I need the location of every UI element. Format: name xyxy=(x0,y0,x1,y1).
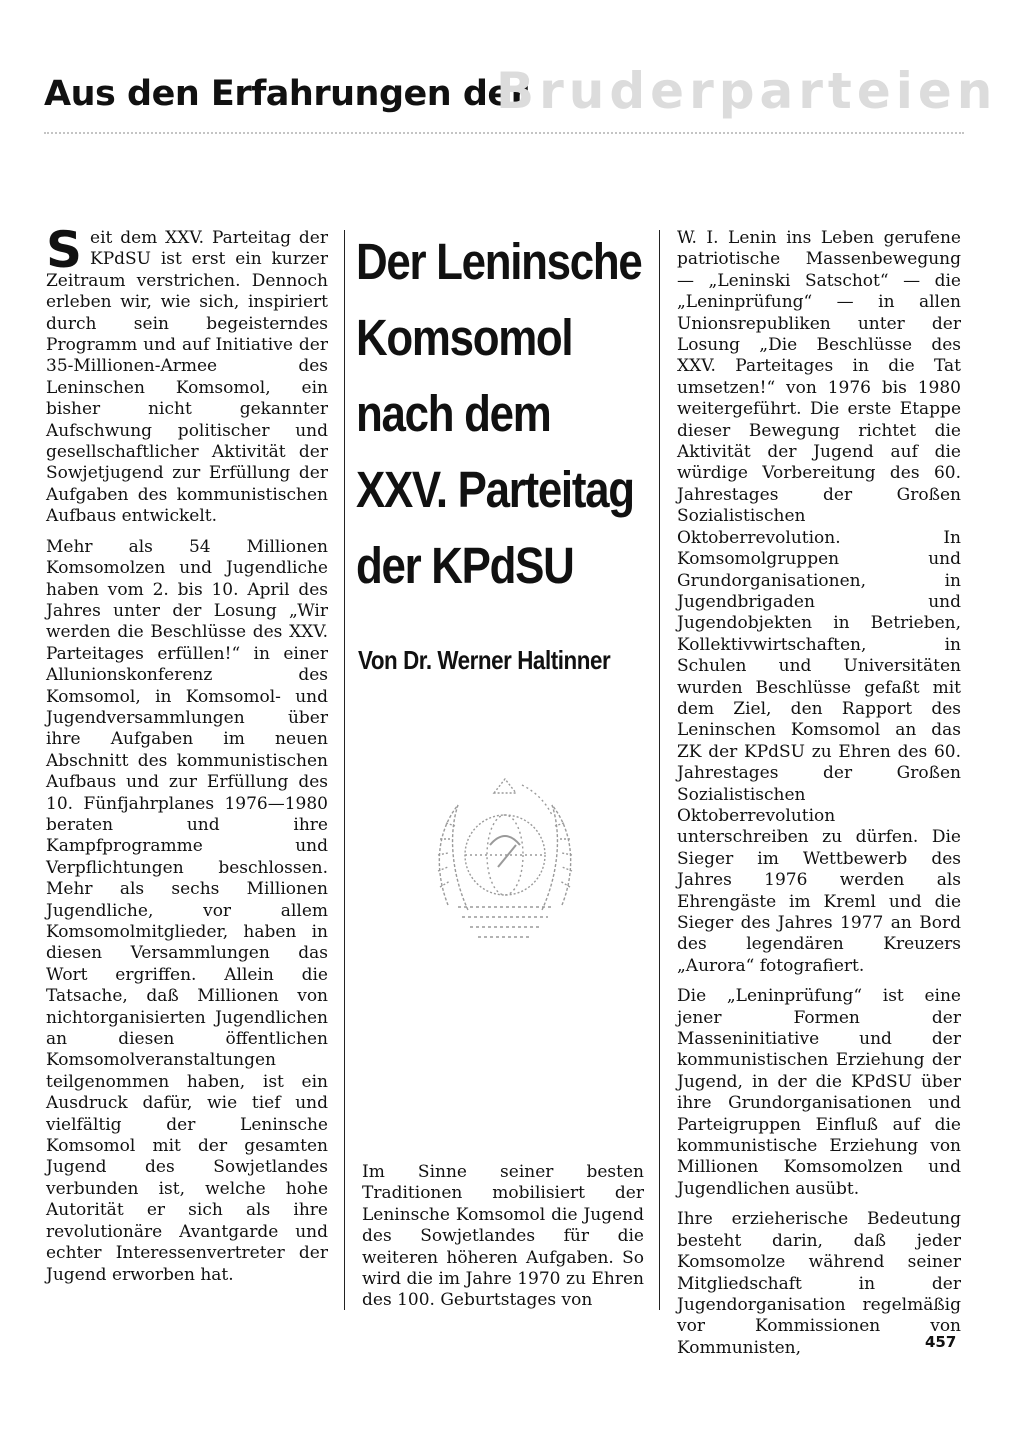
page-number: 457 xyxy=(925,1333,957,1351)
paragraph: Die „Leninprüfung“ ist eine jener Formen der Masseninitiative und der kommunistischen Erziehung der Jugend, in der die KPdSU über ihre Grundorganisationen und Parteigruppen Einfluß auf die kommunistische Erziehung von Millionen Komsomolzen und Jugendlichen ausübt. xyxy=(677,986,961,1199)
section-header-faded-word: Bruderparteien xyxy=(496,62,998,120)
paragraph: W. I. Lenin ins Leben gerufene patriotische Massenbewegung — „Leninski Satschot“ — die „Leninprüfung“ — in allen Unionsrepubliken unter der Losung „Die Beschlüsse des XXV. Parteitages in die Tat umsetzen!“ von 1976 bis 1980 weitergeführt. Die erste Etappe dieser Bewegung richtet die Aktivität der Jugend auf die würdige Vorbereitung des 60. Jahrestages der Großen Sozialistischen Oktoberrevolution. In Komsomolgruppen und Grundorganisationen, in Jugendbrigaden und Jugendobjekten in Betrieben, Kollektivwirtschaften, in Schulen und Universitäten wurden Beschlüsse gefaßt mit dem Ziel, den Rapport des Leninschen Komsomol an das ZK der KPdSU zu Ehren des 60. Jahrestages der Großen Sozialistischen Oktoberrevolution unterschreiben zu dürfen. Die Sieger im Wettbewerb des Jahres 1976 werden als Ehrengäste im Kreml und die Sieger des Jahres 1977 an Bord des legendären Kreuzers „Aurora“ fotografiert. xyxy=(677,228,961,976)
paragraph xyxy=(46,221,328,528)
section-header xyxy=(44,62,998,140)
article-author: Von Dr. Werner Haltinner xyxy=(358,645,611,675)
right-column xyxy=(677,228,961,1368)
article-title xyxy=(356,224,642,604)
section-header-title: Aus den Erfahrungen der xyxy=(44,74,528,114)
article-title-line: nach dem xyxy=(356,385,551,442)
left-column xyxy=(46,221,328,1295)
middle-column xyxy=(362,1162,644,1321)
paragraph: Mehr als 54 Millionen Komsomolzen und Jugendliche haben vom 2. bis 10. April des Jahres unter der Losung „Wir werden die Beschlüsse des XXV. Parteitages erfüllen!“ in einer Allunionskonferenz des Komsomol, in Komsomol- und Jugendversammlungen über ihre Aufgaben im neuen Abschnitt des kommunistischen Aufbaus und zur Erfüllung des 10. Fünfjahrplanes 1976—1980 beraten und ihre Kampfprogramme und Verpflichtungen beschlossen. Mehr als sechs Millionen Jugendliche, vor allem Komsomolmitglieder, haben in diesen Versammlungen das Wort ergriffen. Allein die Tatsache, daß Millionen von nichtorganisierten Jugendlichen an diesen öffentlichen Komsomolveranstaltungen teilgenommen haben, ist ein Ausdruck dafür, wie tief und vielfältig der Leninsche Komsomol mit der gesamten Jugend des Sowjetlandes verbunden ist, welche hohe Autorität er sich als ihre revolutionäre Avantgarde und echter Interessenvertreter der Jugend erworben hat. xyxy=(46,536,328,1285)
column-divider-left xyxy=(344,230,345,1310)
column-divider-right xyxy=(659,230,660,1310)
state-emblem-icon xyxy=(418,775,593,950)
article-title-line: Komsomol xyxy=(356,309,573,366)
article-title-line: Der Leninsche xyxy=(356,233,642,290)
header-divider xyxy=(44,132,964,134)
paragraph: Im Sinne seiner besten Traditionen mobilisiert der Leninsche Komsomol die Jugend des Sowjetlandes für die weiteren höheren Aufgaben. So wird die im Jahre 1970 zu Ehren des 100. Geburtstages von xyxy=(362,1162,644,1311)
article-title-line: XXV. Parteitag xyxy=(356,461,634,518)
paragraph: Ihre erzieherische Bedeutung besteht darin, daß jeder Komsomolze während seiner Mitgliedschaft in der Jugendorganisation regelmäßig vor Kommissionen von Kommunisten, xyxy=(677,1209,961,1358)
drop-cap: S xyxy=(46,221,83,279)
article-title-line: der KPdSU xyxy=(356,537,574,594)
paragraph-text: eit dem XXV. Parteitag der KPdSU ist erst ein kurzer Zeitraum verstrichen. Dennoch erleben wir, wie sich, inspiriert durch sein begeisterndes Programm und auf Initiative der 35-Millionen-Armee des Leninschen Komsomol, ein bisher nicht gekannter Aufschwung politischer und gesellschaftlicher Aktivität der Sowjetjugend zur Erfüllung der Aufgaben des kommunistischen Aufbaus entwickelt. xyxy=(46,228,328,527)
